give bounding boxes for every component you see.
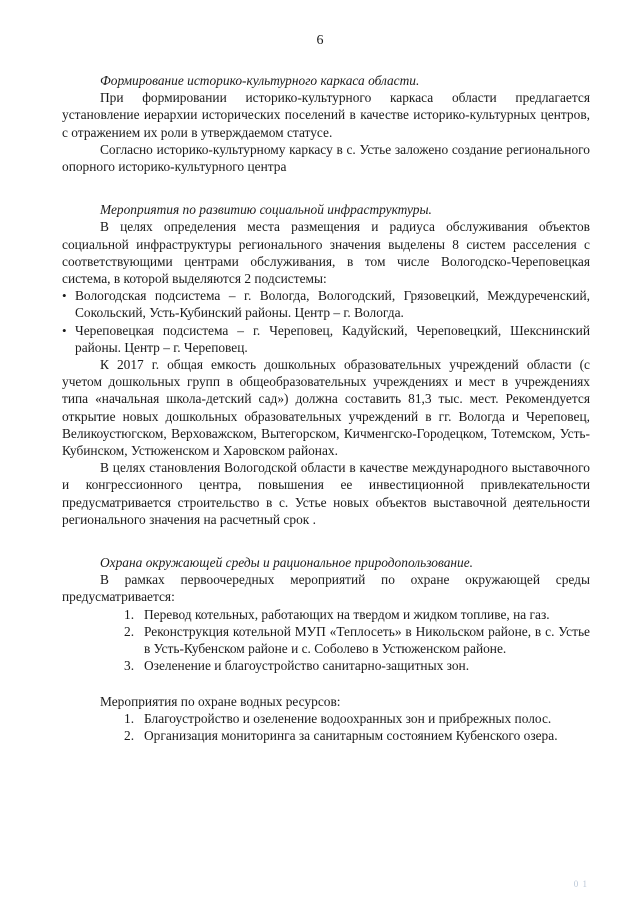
list-item: 3. Озеленение и благоустройство санитарно-защитных зон. [124,658,470,674]
paragraph: В целях становления Вологодской области в качестве международного выставочного и конгрессионного центра, повышения ее инвестиционной привлекательности предусматривается строительство в с. Устье новых объектов выставочной деятельности регионального значения на расчетный срок . [62,460,590,527]
water-measures-list [62,710,590,744]
document-body [62,0,590,744]
list-item: 2. Реконструкция котельной МУП «Теплосеть» в Никольском районе, в с. Устье в Усть-Кубенском районе и с. Соболево в Устюженском районе. [124,623,590,657]
paragraph: В целях определения места размещения и радиуса обслуживания объектов социальной инфраструктуры регионального значения выделены 8 систем расселения с соответствующими центрами обслуживания, в том числе Вологодско-Череповецкая система, в которой выделяются 2 подсистемы: [62,219,590,287]
list-item: • Череповецкая подсистема – г. Череповец, Кадуйский, Череповецкий, Шекснинский районы. Центр – г. Череповец. [62,322,590,355]
list-item: 1. Благоустройство и озеленение водоохранных зон и прибрежных полос. [124,710,552,726]
list-item: 1. Перевод котельных, работающих на твердом и жидком топливе, на газ. [124,606,550,622]
paragraph: В рамках первоочередных мероприятий по охране окружающей среды предусматривается: [62,572,590,605]
section-heading-heritage: Формирование историко-культурного каркаса области. [100,73,420,88]
environment-measures-list [62,606,590,675]
page-number: 6 [316,33,324,48]
list-item: • Вологодская подсистема – г. Вологда, Вологодский, Грязовецкий, Междуреченский, Сокольский, Усть-Кубинский районы. Центр – г. Вологда. [62,288,590,321]
paragraph: К 2017 г. общая емкость дошкольных образовательных учреждений области (с учетом дошкольных групп в общеобразовательных учреждениях и мест в учреждениях типа «начальная школа-детский сад») должна составить 81,3 тыс. мест. Рекомендуется открытие новых дошкольных образовательных учреждений в гг. Вологда и Череповец, Великоустюгском, Верховажском, Вытегорском, Кичменгско-Городецком, Тотемском, Усть-Кубинском, Устюженском и Харовском районах. [62,357,590,459]
list-item: 2. Организация мониторинга за санитарным состоянием Кубенского озера. [124,727,558,743]
bullet-icon: • [62,288,67,304]
bullet-icon: • [62,322,67,338]
corner-mark: 0 1 [573,879,588,889]
section-heading-social: Мероприятия по развитию социальной инфраструктуры. [100,202,432,218]
subheading-water: Мероприятия по охране водных ресурсов: [100,693,341,709]
subsystem-list [62,287,590,356]
paragraph: При формировании историко-культурного каркаса области предлагается установление иерархии исторических поселений в качестве историко-культурных центров, с отражением их роли в утверждаемом статусе. [62,90,590,140]
paragraph: Согласно историко-культурному каркасу в с. Устье заложено создание регионального опорного историко-культурного центра [62,141,590,175]
section-heading-environment: Охрана окружающей среды и рациональное природопользование. [100,555,474,571]
